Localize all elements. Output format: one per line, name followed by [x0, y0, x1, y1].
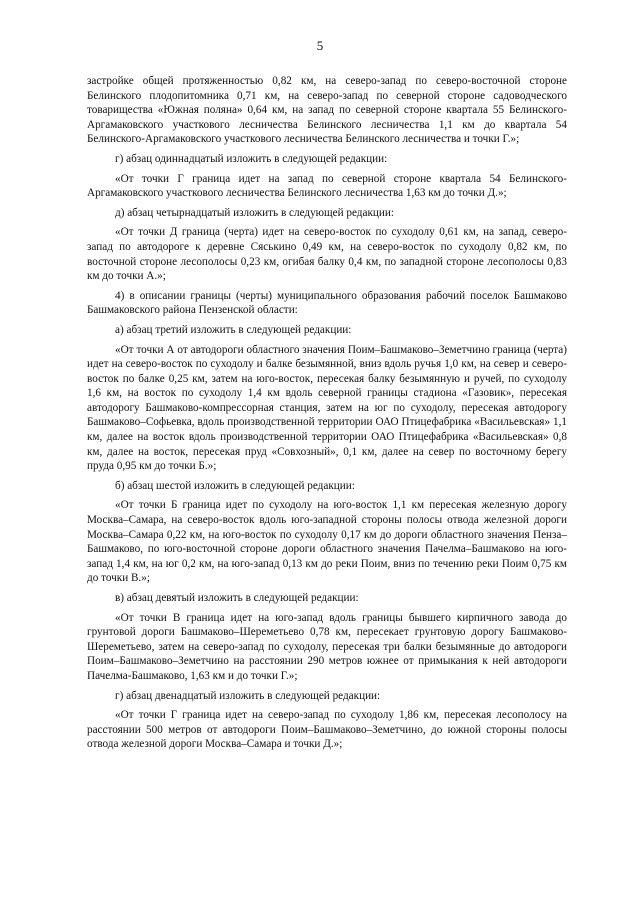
- paragraph-9: б) абзац шестой изложить в следующей редакции:: [115, 479, 355, 492]
- paragraph-5: «От точки Д граница (черта) идет на северо-восток по суходолу 0,61 км, на запад, северо-запад по автодороге к деревне Сяськино 0,49 км, на северо-восток по суходолу 0,82 км, по восточной стороне лесополосы 0,23 км, огибая балку 0,4 км, по западной стороне лесополосы 0,83 км до точки А.»;: [87, 226, 567, 283]
- paragraph-4: д) абзац четырнадцатый изложить в следующей редакции:: [115, 206, 394, 219]
- paragraph-8: «От точки А от автодороги областного значения Поим–Башмаково–Земетчино граница (черта) идет на северо-восток по суходолу и балке безымянной, вниз вдоль ручья 1,0 км, на север и северо-восток по балке 0,25 км, затем на юго-восток, пересекая балку безымянную и ручей, по суходолу 1,6 км, на восток по суходолу 1,4 км вдоль северной границы стадиона «Газовик», пересекая автодорогу Башмаково-компрессорная станция, затем на юг по суходолу, пересекая автодорогу Башмаково–Софьевка, вдоль производственной территории ОАО Птицефабрика «Васильевская» 1,1 км, далее на восток вдоль производственной территории ОАО Птицефабрика «Васильевская» 0,8 км, далее на восток, пересекая пруд «Совхозный», 0,1 км, далее на север по восточному берегу пруда 0,95 км до точки Б.»;: [87, 343, 567, 473]
- paragraph-6: 4) в описании границы (черты) муниципального образования рабочий поселок Башмаково Башмаковского района Пензенской области:: [87, 289, 567, 317]
- paragraph-12: «От точки В граница идет на юго-запад вдоль границы бывшего кирпичного завода до грунтовой дороги Башмаково–Шереметьево 0,78 км, пересекает грунтовую дорогу Башмаково-Шереметьево, затем на северо-запад по суходолу, пересекая три балки безымянные до автодороги Поим–Башмаково–Земетчино на расстоянии 290 метров южнее от примыкания к ней автодороги Пачелма-Башмаково, 1,63 км и до точки Г.»;: [87, 611, 567, 682]
- paragraph-11: в) абзац девятый изложить в следующей редакции:: [115, 592, 359, 604]
- page-number: 5: [316, 38, 324, 53]
- paragraph-13: г) абзац двенадцатый изложить в следующей редакции:: [115, 689, 381, 702]
- paragraph-7: а) абзац третий изложить в следующей редакции:: [115, 323, 352, 336]
- paragraph-2: г) абзац одиннадцатый изложить в следующей редакции:: [115, 152, 388, 165]
- paragraph-14: «От точки Г граница идет на северо-запад по суходолу 1,86 км, пересекая лесополосу на расстоянии 500 метров от автодороги Поим–Башмаково–Земетчино, до южной стороны полосы отвода железной дороги Москва–Самара и точки Д.»;: [87, 709, 567, 751]
- paragraph-1: застройке общей протяженностью 0,82 км, на северо-запад по северо-восточной стороне Белинского плодопитомника 0,71 км, на северо-запад по северной стороне садоводческого товарищества «Южная поляна» 0,64 км, на запад по северной стороне квартала 55 Белинского-Аргамаковского участкового лесничества Белинского лесничества 1,1 км до квартала 54 Белинского-Аргамаковского участкового лесничества Белинского лесничества и точки Г.»;: [87, 75, 567, 146]
- document-body: [87, 74, 567, 752]
- paragraph-10: «От точки Б граница идет по суходолу на юго-восток 1,1 км пересекая железную дорогу Москва–Самара, на северо-восток вдоль юго-западной стороны полосы отвода железной дороги Москва–Самара 0,22 км, на юго-восток по суходолу 0,17 км до дороги областного значения Пенза–Башмаково, по юго-восточной стороне дороги областного значения Пачелма–Башмаково на юго-запад 1,4 км, на юг 0,2 км, на юго-запад 0,13 км до реки Поим, вниз по течению реки Поим 0,75 км до точки В.»;: [87, 499, 567, 585]
- paragraph-3: «От точки Г граница идет на запад по северной стороне квартала 54 Белинского-Аргамаковского участкового лесничества Белинского лесничества 1,63 км до точки Д.»;: [87, 172, 567, 200]
